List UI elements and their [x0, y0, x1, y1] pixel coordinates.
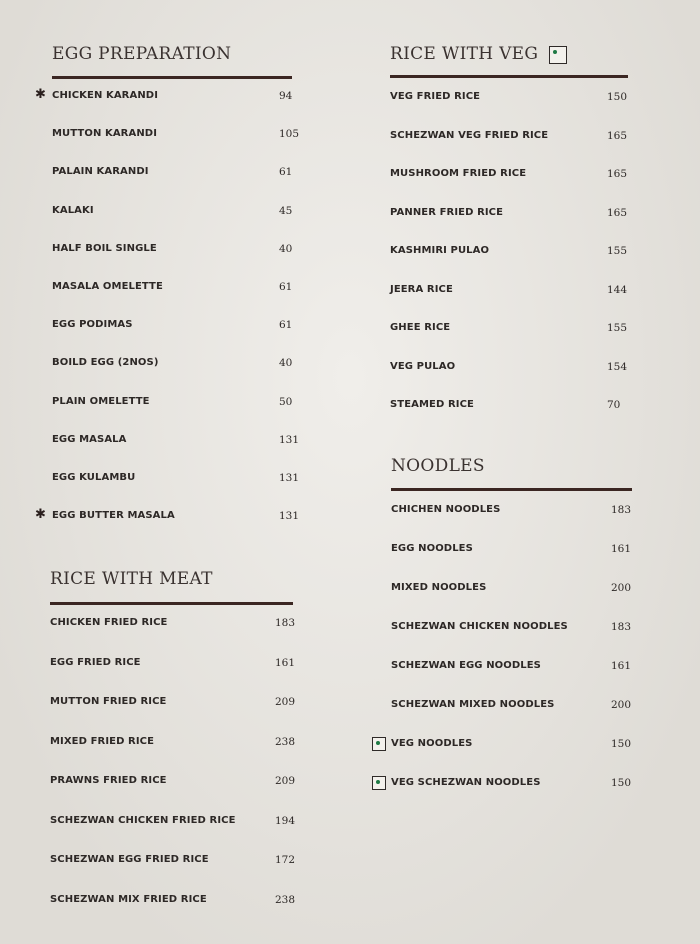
menu-item-price: 70: [607, 399, 621, 411]
menu-item-name: PRAWNS FRIED RICE: [50, 775, 167, 786]
menu-item-row: [52, 128, 312, 144]
section-title: RICE WITH MEAT: [50, 569, 213, 589]
menu-item-row: [391, 582, 651, 598]
menu-item-row: [390, 322, 650, 338]
menu-item-row: [391, 660, 651, 676]
menu-item-row: [391, 777, 651, 793]
menu-item-row: [390, 91, 650, 107]
menu-item-price: 61: [279, 319, 293, 332]
menu-item-price: 209: [275, 775, 296, 787]
menu-item-name: SCHEZWAN EGG NOODLES: [391, 660, 541, 671]
menu-item-name: SCHEZWAN MIXED NOODLES: [391, 699, 555, 710]
menu-item-price: 155: [607, 245, 628, 257]
menu-item-name: MUSHROOM FRIED RICE: [390, 168, 527, 179]
menu-item-name: VEG FRIED RICE: [390, 91, 481, 102]
menu-item-name: HALF BOIL SINGLE: [52, 242, 157, 254]
menu-item-name: SCHEZWAN CHICKEN FRIED RICE: [50, 814, 236, 826]
menu-item-name: SCHEZWAN CHICKEN NOODLES: [391, 621, 568, 632]
menu-item-name: SCHEZWAN EGG FRIED RICE: [50, 854, 209, 865]
menu-item-price: 194: [275, 814, 296, 827]
menu-item-price: 183: [611, 504, 632, 516]
menu-item-row: [50, 617, 310, 633]
section-divider: [390, 75, 628, 78]
menu-item-name: VEG PULAO: [390, 360, 456, 372]
menu-item-row: [390, 399, 650, 415]
menu-item-row: [391, 504, 651, 520]
menu-item-name: PALAIN KARANDI: [52, 166, 149, 178]
menu-item-row: [50, 696, 310, 712]
section-title: EGG PREPARATION: [52, 44, 232, 64]
menu-item-name: MIXED NOODLES: [391, 582, 487, 593]
menu-item-row: [390, 361, 650, 377]
menu-item-name: MASALA OMELETTE: [52, 281, 163, 292]
menu-item-name: MUTTON KARANDI: [52, 128, 158, 140]
menu-item-price: 200: [611, 699, 632, 711]
menu-item-row: [52, 205, 312, 221]
menu-item-name: SCHEZWAN VEG FRIED RICE: [390, 129, 549, 141]
menu-item-name: JEERA RICE: [390, 283, 453, 295]
menu-item-row: [52, 434, 312, 450]
menu-item-price: 154: [607, 360, 628, 373]
menu-item-row: [35, 87, 312, 106]
menu-item-price: 144: [607, 283, 628, 296]
menu-item-row: [391, 738, 651, 754]
menu-item-row: [50, 815, 310, 831]
menu-item-name: SCHEZWAN MIX FRIED RICE: [50, 893, 207, 905]
menu-item-row: [50, 657, 310, 673]
menu-item-name: BOILD EGG (2NOS): [52, 357, 159, 369]
menu-item-price: 150: [607, 91, 628, 103]
section-divider: [391, 488, 632, 491]
menu-item-price: 94: [279, 90, 293, 102]
veg-mark-icon: [549, 46, 567, 64]
menu-item-price: 165: [607, 168, 628, 180]
menu-item-name: KASHMIRI PULAO: [390, 245, 490, 256]
menu-item-price: 172: [275, 854, 296, 866]
section-title: RICE WITH VEG: [390, 44, 539, 64]
menu-item-row: [52, 319, 312, 335]
menu-item-name: MUTTON FRIED RICE: [50, 696, 167, 707]
menu-item-row: [390, 284, 650, 300]
menu-item-name: GHEE RICE: [390, 322, 451, 333]
section-divider: [50, 602, 293, 605]
menu-item-price: 61: [279, 281, 293, 293]
menu-item-name: EGG BUTTER MASALA: [52, 510, 175, 522]
menu-item-price: 183: [611, 621, 632, 633]
menu-item-row: [390, 168, 650, 184]
menu-item-row: [391, 699, 651, 715]
menu-item-row: [52, 396, 312, 412]
menu-item-price: 150: [611, 777, 632, 789]
menu-item-price: 161: [611, 660, 632, 672]
menu-item-price: 161: [611, 543, 632, 555]
veg-mark-icon: [372, 776, 386, 790]
menu-item-row: [391, 543, 651, 559]
menu-item-name: VEG NOODLES: [391, 738, 473, 749]
menu-item-price: 131: [279, 433, 300, 446]
asterisk-star-icon: ✱: [35, 87, 46, 102]
menu-item-row: [391, 621, 651, 637]
menu-item-name: EGG MASALA: [52, 433, 127, 445]
menu-item-row: [52, 472, 312, 488]
menu-item-name: MIXED FRIED RICE: [50, 735, 155, 747]
menu-item-row: [50, 894, 310, 910]
menu-item-price: 183: [275, 617, 296, 629]
menu-item-name: EGG NOODLES: [391, 543, 473, 554]
menu-item-price: 40: [279, 242, 293, 255]
menu-item-price: 238: [275, 735, 296, 748]
menu-item-row: [390, 207, 650, 223]
menu-item-price: 40: [279, 357, 293, 370]
menu-item-row: [390, 130, 650, 146]
menu-item-name: CHICKEN KARANDI: [52, 90, 159, 101]
menu-item-row: [52, 243, 312, 259]
menu-item-price: 238: [275, 893, 296, 906]
menu-item-name: EGG FRIED RICE: [50, 656, 141, 668]
menu-item-price: 105: [279, 128, 300, 141]
menu-item-price: 50: [279, 395, 293, 408]
menu-item-price: 45: [279, 204, 293, 217]
menu-item-name: EGG PODIMAS: [52, 319, 133, 331]
menu-item-name: CHICHEN NOODLES: [391, 504, 501, 515]
menu-item-price: 209: [275, 696, 296, 708]
menu-item-name: PLAIN OMELETTE: [52, 395, 150, 407]
menu-item-name: VEG SCHEZWAN NOODLES: [391, 777, 541, 788]
menu-item-price: 165: [607, 129, 628, 142]
section-title: NOODLES: [391, 456, 485, 476]
menu-item-price: 61: [279, 166, 293, 179]
menu-item-price: 165: [607, 206, 628, 219]
menu-item-name: PANNER FRIED RICE: [390, 206, 504, 218]
menu-item-price: 131: [279, 510, 300, 523]
menu-item-row: [50, 775, 310, 791]
menu-item-row: [52, 357, 312, 373]
menu-item-name: EGG KULAMBU: [52, 472, 136, 483]
menu-item-price: 155: [607, 322, 628, 334]
menu-item-name: KALAKI: [52, 204, 94, 216]
asterisk-star-icon: ✱: [35, 507, 46, 523]
menu-item-row: [52, 281, 312, 297]
menu-item-row: [52, 166, 312, 182]
menu-item-row: [390, 245, 650, 261]
menu-item-row: [50, 736, 310, 752]
menu-item-name: STEAMED RICE: [390, 399, 474, 410]
menu-item-name: CHICKEN FRIED RICE: [50, 617, 168, 628]
menu-item-price: 150: [611, 738, 632, 750]
menu-item-row: [50, 854, 310, 870]
menu-item-price: 131: [279, 472, 300, 484]
menu-item-price: 200: [611, 582, 632, 594]
menu-item-price: 161: [275, 656, 296, 669]
section-divider: [52, 76, 292, 79]
veg-mark-icon: [372, 737, 386, 751]
menu-item-row: [35, 507, 312, 526]
